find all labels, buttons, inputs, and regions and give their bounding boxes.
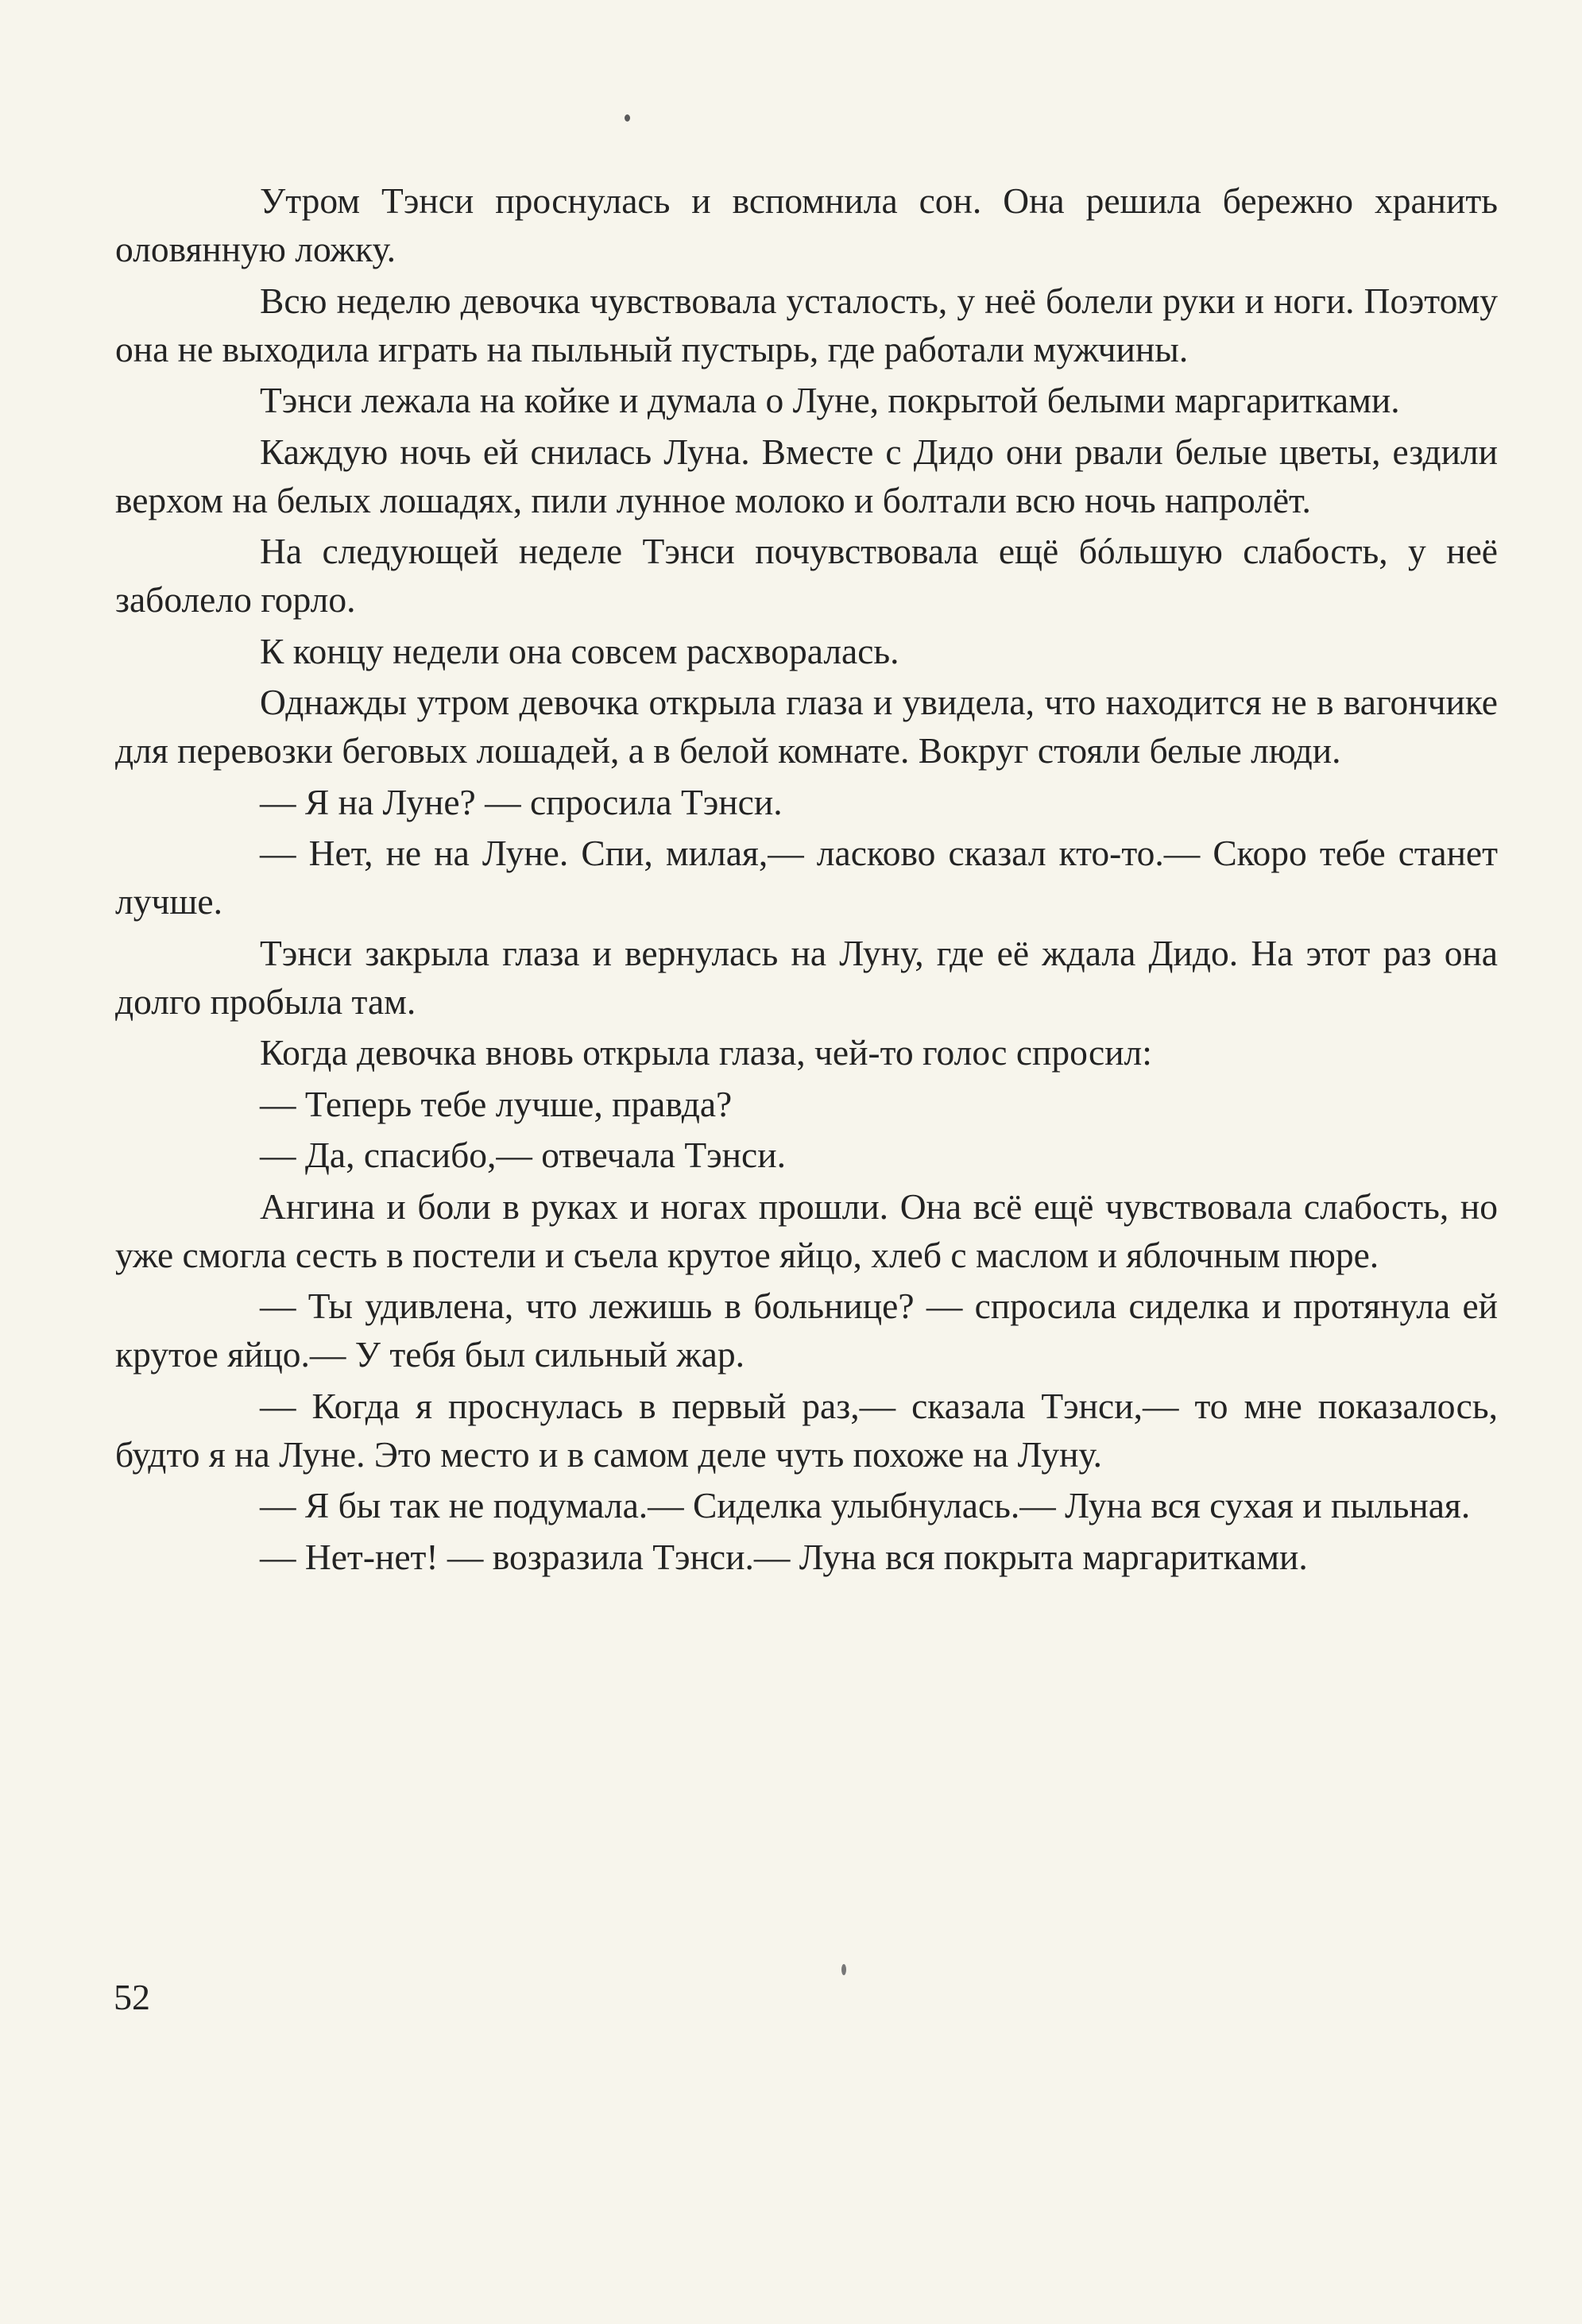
page-body-text — [115, 176, 1498, 1583]
page-number: 52 — [114, 1977, 150, 2017]
dialogue-line: — Теперь тебе лучше, правда? — [260, 1083, 733, 1124]
dialogue-line: — Я бы так не подумала.— Сиделка улыбнулась.— Луна вся сухая и пыльная. — [260, 1485, 1471, 1525]
ink-speck — [841, 1964, 846, 1975]
paragraph: К концу недели она совсем расхворалась. — [260, 630, 899, 671]
paragraph: На следующей неделе Тэнси почувствовала ещё бóльшую слабость, у неё заболело горло. — [115, 531, 1498, 620]
paragraph: Утром Тэнси проснулась и вспомнила сон. Она решила бережно хранить оловянную ложку. — [115, 180, 1498, 269]
paragraph: Всю неделю девочка чувствовала усталость, у неё болели руки и ноги. Поэтому она не выходила играть на пыльный пустырь, где работали мужчины. — [115, 280, 1498, 369]
paragraph: Тэнси закрыла глаза и вернулась на Луну, где её ждала Дидо. На этот раз она долго пробыла там. — [115, 932, 1498, 1022]
dialogue-line: — Когда я проснулась в первый раз,— сказала Тэнси,— то мне показалось, будто я на Луне. Это место и в самом деле чуть похоже на Луну. — [115, 1385, 1498, 1475]
paragraph: Каждую ночь ей снилась Луна. Вместе с Дидо они рвали белые цветы, ездили верхом на белых лошадях, пили лунное молоко и болтали всю ночь напролёт. — [115, 431, 1498, 520]
dialogue-line: — Нет-нет! — возразила Тэнси.— Луна вся покрыта маргаритками. — [260, 1536, 1308, 1577]
dialogue-line: — Я на Луне? — спросила Тэнси. — [260, 781, 783, 822]
dialogue-line: — Нет, не на Луне. Спи, милая,— ласково сказал кто-то.— Скоро тебе станет лучше. — [115, 833, 1498, 922]
dialogue-line: — Ты удивлена, что лежишь в больнице? — спросила сиделка и протянула ей крутое яйцо.— У тебя был сильный жар. — [115, 1286, 1498, 1375]
paragraph: Ангина и боли в руках и ногах прошли. Она всё ещё чувствовала слабость, но уже смогла сесть в постели и съела крутое яйцо, хлеб с маслом и яблочным пюре. — [115, 1185, 1498, 1275]
dialogue-line: — Да, спасибо,— отвечала Тэнси. — [260, 1135, 786, 1175]
paragraph: Тэнси лежала на койке и думала о Луне, покрытой белыми маргаритками. — [260, 380, 1400, 420]
paragraph: Однажды утром девочка открыла глаза и увидела, что находится не в вагончике для перевозки беговых лошадей, а в белой комнате. Вокруг стояли белые люди. — [115, 682, 1498, 771]
paragraph: Когда девочка вновь открыла глаза, чей-то голос спросил: — [260, 1032, 1152, 1073]
ink-speck — [625, 114, 630, 122]
